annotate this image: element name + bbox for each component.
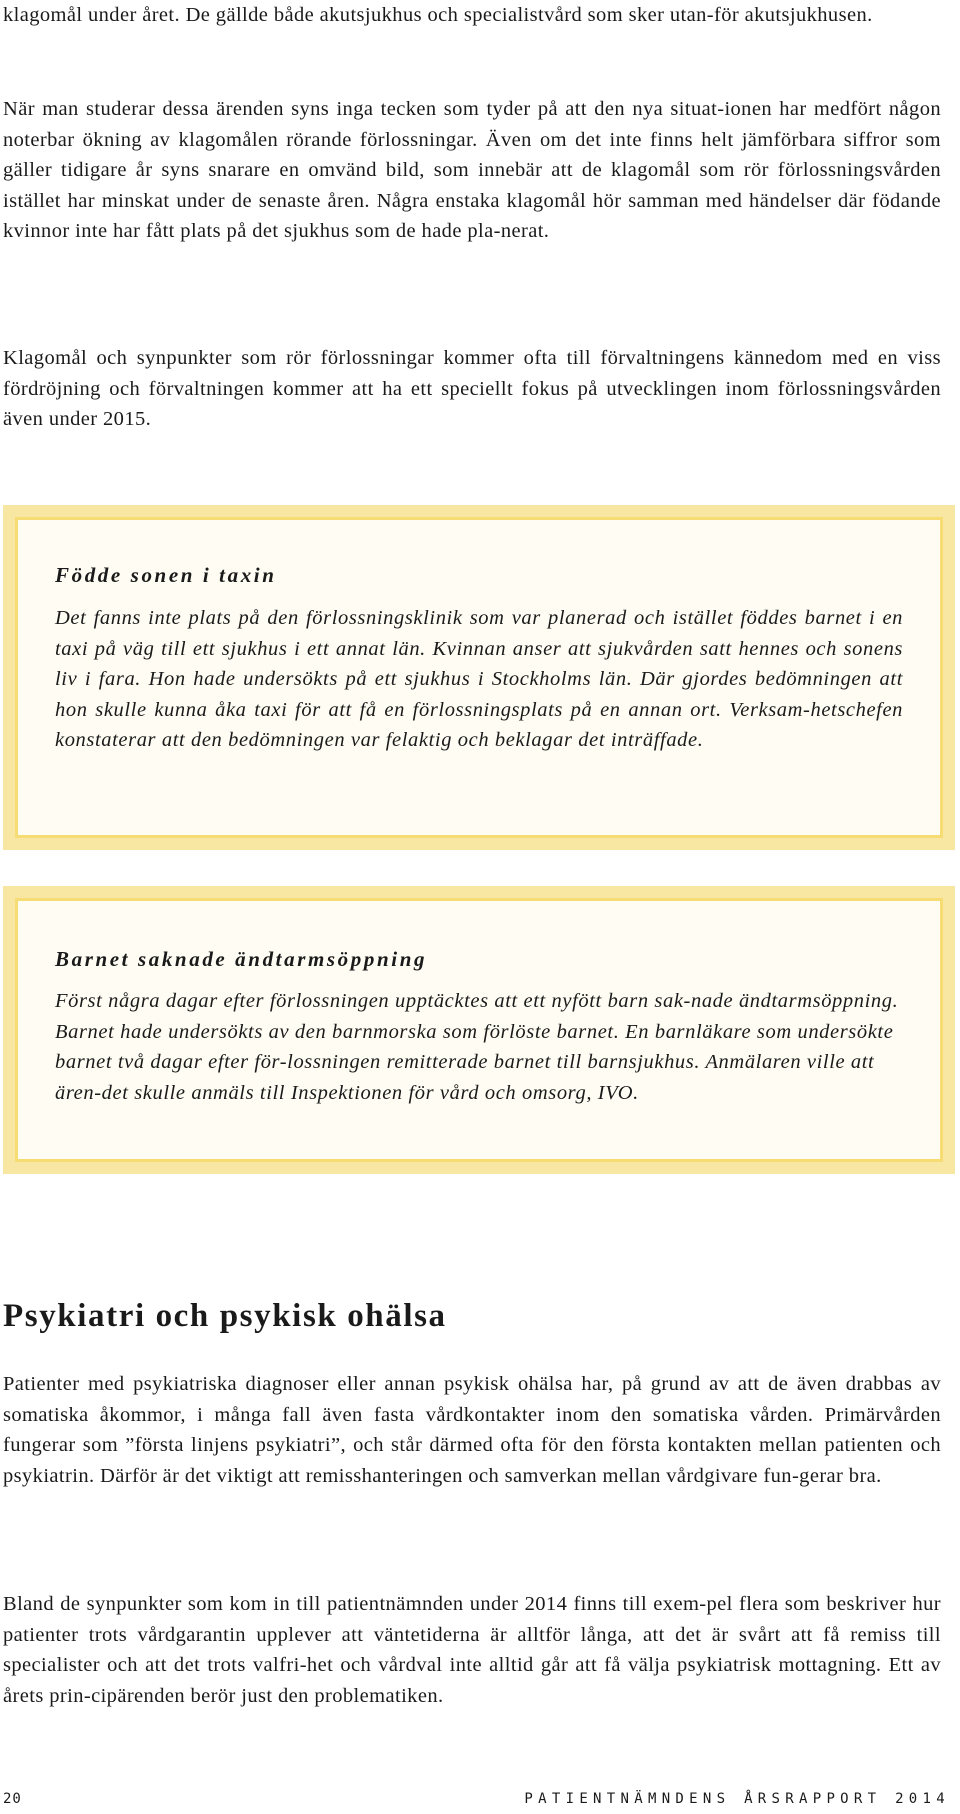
case-box-inner: [15, 898, 943, 1162]
case-box-inner: [15, 517, 943, 838]
body-paragraph: När man studerar dessa ärenden syns inga tecken som tyder på att den nya situat-ionen har medfört någon noterbar ökning av klagomålen rörande förlossningar. Även om det inte finns helt jämförbara siffror som gäller tidigare år syns snarare en omvänd bild, som innebär att de klagomål som rör förlossningsvården istället har minskat under de senaste åren. Några enstaka klagomål hör samman med händelser där födande kvinnor inte har fått plats på det sjukhus som de hade pla-nerat.: [3, 98, 941, 242]
page-footer: [0, 1791, 960, 1811]
page-number: 20: [3, 1791, 22, 1807]
case-box-title: Födde sonen i taxin: [55, 563, 277, 587]
body-paragraph: Klagomål och synpunkter som rör förlossningar kommer ofta till förvaltningens kännedom med en viss fördröjning och förvaltningen kommer att ha ett speciellt fokus på utvecklingen inom förlossningsvården även under 2015.: [3, 347, 941, 430]
case-box-text: Det fanns inte plats på den förlossningsklinik som var planerad och istället föddes barnet i en taxi på väg till ett sjukhus i ett annat län. Kvinnan anser att sjukvården satt hennes och sonens liv i fara. Hon hade undersökts på ett sjukhus i Stockholms län. Där gjordes bedömningen att hon skulle kunna åka taxi för att få en förlossningsplats på en annan ort. Verksam-hetschefen konstaterar att den bedömningen var felaktig och beklagar det inträffade.: [55, 607, 903, 751]
report-title: PATIENTNÄMNDENS ÅRSRAPPORT 2014: [524, 1791, 950, 1807]
body-paragraph: Patienter med psykiatriska diagnoser eller annan psykisk ohälsa har, på grund av att de även drabbas av somatiska åkommor, i många fall även fasta vårdkontakter inom den somatiska vården. Primärvården fungerar som ”första linjens psykiatri”, och står därmed ofta för den första kontakten mellan patienten och psykiatrin. Därför är det viktigt att remisshanteringen och samverkan mellan vårdgivare fun-gerar bra.: [3, 1373, 941, 1487]
section-heading: Psykiatri och psykisk ohälsa: [3, 1298, 447, 1334]
case-box-title: Barnet saknade ändtarmsöppning: [55, 947, 428, 971]
body-paragraph: klagomål under året. De gällde både akutsjukhus och specialistvård som sker utan-för akutsjukhusen.: [3, 4, 873, 26]
case-box-text: Först några dagar efter förlossningen upptäcktes att ett nyfött barn sak-nade ändtarmsöppning. Barnet hade undersökts av den barnmorska som förlöste barnet. En barnläkare som undersökte barnet två dagar efter för-lossningen remitterade barnet till barnsjukhus. Anmälaren ville att ären-det skulle anmäls till Inspektionen för vård och omsorg, IVO.: [55, 990, 899, 1104]
case-box: [3, 886, 955, 1174]
case-box: [3, 505, 955, 850]
body-paragraph: Bland de synpunkter som kom in till patientnämnden under 2014 finns till exem-pel flera som beskriver hur patienter trots vårdgarantin upplever att väntetiderna är alltför långa, att det är svårt att få remiss till specialister och att det trots valfri-het och vårdval inte alltid går att få välja psykiatrisk mottagning. Ett av årets prin-cipärenden berör just den problematiken.: [3, 1593, 941, 1707]
